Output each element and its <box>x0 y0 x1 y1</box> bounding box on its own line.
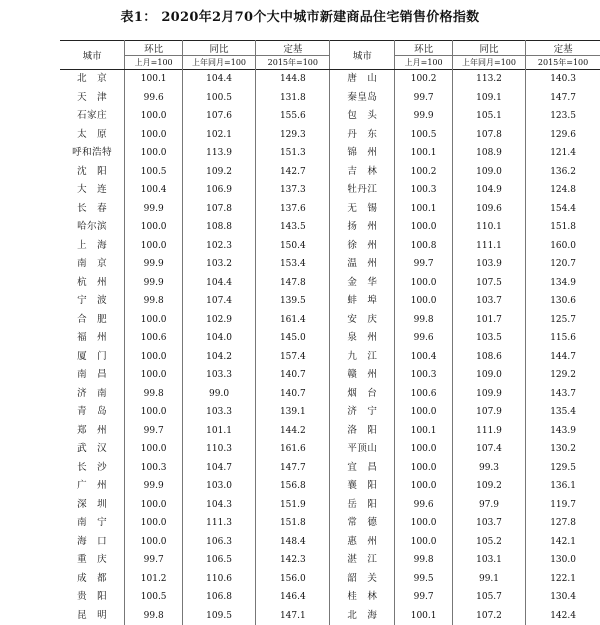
cell-mom: 99.8 <box>125 292 183 311</box>
cell-mom: 99.8 <box>395 311 453 330</box>
table-row <box>60 533 600 552</box>
header-mom-base: 上月=100 <box>395 56 453 70</box>
cell-city: 上 海 <box>60 237 125 256</box>
cell-yoy: 113.2 <box>452 70 525 89</box>
cell-mom: 99.9 <box>125 200 183 219</box>
cell-fixed: 119.7 <box>526 496 600 515</box>
cell-fixed: 144.7 <box>526 348 600 367</box>
cell-yoy: 105.1 <box>452 107 525 126</box>
cell-yoy: 111.3 <box>182 514 255 533</box>
cell-mom: 100.1 <box>395 607 453 625</box>
cell-mom: 100.0 <box>125 126 183 145</box>
cell-city: 无 锡 <box>330 200 395 219</box>
header-yoy: 同比 <box>452 41 525 56</box>
cell-yoy: 100.5 <box>182 89 255 108</box>
table-row <box>60 181 600 200</box>
table-row <box>60 459 600 478</box>
cell-fixed: 129.3 <box>256 126 330 145</box>
cell-mom: 100.0 <box>395 514 453 533</box>
cell-yoy: 106.8 <box>182 588 255 607</box>
cell-mom: 100.0 <box>125 144 183 163</box>
cell-yoy: 109.1 <box>452 89 525 108</box>
cell-city: 蚌 埠 <box>330 292 395 311</box>
cell-city: 襄 阳 <box>330 477 395 496</box>
cell-mom: 100.5 <box>125 588 183 607</box>
cell-mom: 100.3 <box>125 459 183 478</box>
cell-yoy: 109.9 <box>452 385 525 404</box>
cell-mom: 99.7 <box>395 588 453 607</box>
table-row <box>60 163 600 182</box>
cell-city: 洛 阳 <box>330 422 395 441</box>
cell-fixed: 129.5 <box>526 459 600 478</box>
cell-yoy: 111.9 <box>452 422 525 441</box>
cell-fixed: 130.4 <box>526 588 600 607</box>
cell-city: 丹 东 <box>330 126 395 145</box>
cell-city: 郑 州 <box>60 422 125 441</box>
table-row <box>60 255 600 274</box>
cell-city: 锦 州 <box>330 144 395 163</box>
cell-mom: 99.7 <box>395 89 453 108</box>
cell-mom: 100.8 <box>395 237 453 256</box>
cell-fixed: 135.4 <box>526 403 600 422</box>
cell-yoy: 99.3 <box>452 459 525 478</box>
cell-city: 深 圳 <box>60 496 125 515</box>
cell-fixed: 140.3 <box>526 70 600 89</box>
cell-mom: 100.2 <box>395 70 453 89</box>
cell-city: 吉 林 <box>330 163 395 182</box>
table-row <box>60 385 600 404</box>
cell-mom: 100.0 <box>125 366 183 385</box>
cell-yoy: 103.3 <box>182 403 255 422</box>
cell-mom: 100.4 <box>395 348 453 367</box>
cell-city: 长 春 <box>60 200 125 219</box>
cell-yoy: 97.9 <box>452 496 525 515</box>
cell-mom: 99.5 <box>395 570 453 589</box>
cell-yoy: 107.8 <box>182 200 255 219</box>
cell-mom: 99.8 <box>125 385 183 404</box>
cell-city: 呼和浩特 <box>60 144 125 163</box>
cell-yoy: 107.2 <box>452 607 525 625</box>
cell-city: 南 昌 <box>60 366 125 385</box>
cell-city: 宁 波 <box>60 292 125 311</box>
cell-mom: 100.5 <box>395 126 453 145</box>
table-row <box>60 440 600 459</box>
cell-fixed: 142.1 <box>526 533 600 552</box>
cell-fixed: 139.1 <box>256 403 330 422</box>
cell-yoy: 107.4 <box>452 440 525 459</box>
cell-mom: 100.0 <box>125 218 183 237</box>
cell-fixed: 153.4 <box>256 255 330 274</box>
cell-yoy: 103.7 <box>452 514 525 533</box>
cell-yoy: 103.0 <box>182 477 255 496</box>
cell-city: 太 原 <box>60 126 125 145</box>
cell-fixed: 151.8 <box>256 514 330 533</box>
cell-fixed: 147.8 <box>256 274 330 293</box>
cell-yoy: 102.1 <box>182 126 255 145</box>
cell-yoy: 105.7 <box>452 588 525 607</box>
cell-mom: 100.1 <box>395 200 453 219</box>
cell-yoy: 104.9 <box>452 181 525 200</box>
table-row <box>60 514 600 533</box>
cell-city: 长 沙 <box>60 459 125 478</box>
header-mom: 环比 <box>125 41 183 56</box>
cell-yoy: 107.5 <box>452 274 525 293</box>
table-row <box>60 89 600 108</box>
cell-city: 烟 台 <box>330 385 395 404</box>
cell-city: 唐 山 <box>330 70 395 89</box>
cell-yoy: 108.6 <box>452 348 525 367</box>
header-fixed: 定基 <box>256 41 330 56</box>
cell-fixed: 136.1 <box>526 477 600 496</box>
cell-fixed: 147.1 <box>256 607 330 625</box>
header-fixed-base: 2015年=100 <box>526 56 600 70</box>
cell-fixed: 146.4 <box>256 588 330 607</box>
cell-yoy: 110.3 <box>182 440 255 459</box>
cell-mom: 100.6 <box>125 329 183 348</box>
cell-fixed: 127.8 <box>526 514 600 533</box>
cell-yoy: 107.6 <box>182 107 255 126</box>
cell-mom: 100.1 <box>395 422 453 441</box>
cell-yoy: 103.3 <box>182 366 255 385</box>
cell-mom: 100.5 <box>125 163 183 182</box>
cell-mom: 100.0 <box>395 440 453 459</box>
cell-fixed: 151.9 <box>256 496 330 515</box>
cell-fixed: 130.0 <box>526 551 600 570</box>
cell-mom: 100.0 <box>125 496 183 515</box>
table-row <box>60 477 600 496</box>
cell-city: 大 连 <box>60 181 125 200</box>
cell-city: 南 京 <box>60 255 125 274</box>
cell-city: 惠 州 <box>330 533 395 552</box>
cell-city: 武 汉 <box>60 440 125 459</box>
table-row <box>60 70 600 89</box>
cell-mom: 100.3 <box>395 366 453 385</box>
cell-mom: 100.0 <box>125 514 183 533</box>
cell-city: 昆 明 <box>60 607 125 625</box>
cell-fixed: 144.2 <box>256 422 330 441</box>
cell-fixed: 131.8 <box>256 89 330 108</box>
cell-fixed: 140.7 <box>256 366 330 385</box>
cell-yoy: 102.3 <box>182 237 255 256</box>
cell-yoy: 109.2 <box>182 163 255 182</box>
cell-yoy: 101.7 <box>452 311 525 330</box>
cell-city: 常 德 <box>330 514 395 533</box>
cell-fixed: 161.4 <box>256 311 330 330</box>
cell-fixed: 130.6 <box>526 292 600 311</box>
cell-mom: 100.0 <box>125 237 183 256</box>
cell-fixed: 143.9 <box>526 422 600 441</box>
cell-fixed: 123.5 <box>526 107 600 126</box>
table-row <box>60 422 600 441</box>
cell-city: 安 庆 <box>330 311 395 330</box>
cell-mom: 99.7 <box>125 551 183 570</box>
cell-mom: 99.9 <box>125 255 183 274</box>
cell-city: 天 津 <box>60 89 125 108</box>
cell-fixed: 142.7 <box>256 163 330 182</box>
header-mom-base: 上月=100 <box>125 56 183 70</box>
table-row <box>60 496 600 515</box>
cell-yoy: 105.2 <box>452 533 525 552</box>
table-row <box>60 107 600 126</box>
table-row <box>60 570 600 589</box>
cell-mom: 100.0 <box>125 348 183 367</box>
cell-city: 福 州 <box>60 329 125 348</box>
cell-fixed: 129.6 <box>526 126 600 145</box>
cell-yoy: 104.4 <box>182 274 255 293</box>
cell-fixed: 155.6 <box>256 107 330 126</box>
cell-city: 泉 州 <box>330 329 395 348</box>
cell-city: 桂 林 <box>330 588 395 607</box>
header-yoy-base: 上年同月=100 <box>452 56 525 70</box>
cell-city: 包 头 <box>330 107 395 126</box>
cell-mom: 101.2 <box>125 570 183 589</box>
cell-yoy: 110.1 <box>452 218 525 237</box>
cell-fixed: 122.1 <box>526 570 600 589</box>
cell-mom: 99.7 <box>125 422 183 441</box>
cell-mom: 100.4 <box>125 181 183 200</box>
cell-yoy: 99.1 <box>452 570 525 589</box>
cell-city: 海 口 <box>60 533 125 552</box>
cell-mom: 99.9 <box>395 107 453 126</box>
cell-fixed: 140.7 <box>256 385 330 404</box>
cell-mom: 100.0 <box>125 311 183 330</box>
cell-mom: 100.0 <box>125 403 183 422</box>
cell-yoy: 109.2 <box>452 477 525 496</box>
cell-mom: 100.0 <box>395 274 453 293</box>
table-row <box>60 218 600 237</box>
cell-yoy: 109.6 <box>452 200 525 219</box>
cell-yoy: 107.8 <box>452 126 525 145</box>
cell-yoy: 110.6 <box>182 570 255 589</box>
cell-city: 南 宁 <box>60 514 125 533</box>
cell-fixed: 137.6 <box>256 200 330 219</box>
cell-yoy: 106.3 <box>182 533 255 552</box>
cell-fixed: 120.7 <box>526 255 600 274</box>
cell-fixed: 154.4 <box>526 200 600 219</box>
table-title: 表1： 2020年2月70个大中城市新建商品住宅销售价格指数 <box>0 6 600 25</box>
cell-fixed: 139.5 <box>256 292 330 311</box>
table-row <box>60 144 600 163</box>
header-yoy: 同比 <box>182 41 255 56</box>
cell-city: 湛 江 <box>330 551 395 570</box>
table-row <box>60 237 600 256</box>
cell-fixed: 144.8 <box>256 70 330 89</box>
cell-mom: 100.0 <box>395 459 453 478</box>
cell-city: 宜 昌 <box>330 459 395 478</box>
cell-yoy: 104.0 <box>182 329 255 348</box>
cell-city: 济 南 <box>60 385 125 404</box>
cell-yoy: 107.4 <box>182 292 255 311</box>
cell-city: 平顶山 <box>330 440 395 459</box>
cell-yoy: 109.5 <box>182 607 255 625</box>
table-row <box>60 274 600 293</box>
cell-yoy: 103.9 <box>452 255 525 274</box>
cell-city: 合 肥 <box>60 311 125 330</box>
cell-city: 贵 阳 <box>60 588 125 607</box>
table-row <box>60 292 600 311</box>
cell-mom: 100.0 <box>395 218 453 237</box>
cell-yoy: 103.5 <box>452 329 525 348</box>
cell-yoy: 103.2 <box>182 255 255 274</box>
cell-mom: 100.2 <box>395 163 453 182</box>
cell-fixed: 156.8 <box>256 477 330 496</box>
cell-mom: 100.6 <box>395 385 453 404</box>
cell-fixed: 151.8 <box>526 218 600 237</box>
table-row <box>60 348 600 367</box>
table-row <box>60 607 600 625</box>
cell-mom: 100.0 <box>395 292 453 311</box>
cell-fixed: 148.4 <box>256 533 330 552</box>
table-row <box>60 588 600 607</box>
cell-city: 韶 关 <box>330 570 395 589</box>
cell-city: 沈 阳 <box>60 163 125 182</box>
cell-city: 石家庄 <box>60 107 125 126</box>
cell-city: 温 州 <box>330 255 395 274</box>
cell-yoy: 109.0 <box>452 163 525 182</box>
cell-yoy: 109.0 <box>452 366 525 385</box>
cell-city: 扬 州 <box>330 218 395 237</box>
cell-yoy: 111.1 <box>452 237 525 256</box>
cell-yoy: 104.7 <box>182 459 255 478</box>
cell-mom: 99.7 <box>395 255 453 274</box>
cell-city: 北 京 <box>60 70 125 89</box>
header-fixed-base: 2015年=100 <box>256 56 330 70</box>
cell-city: 杭 州 <box>60 274 125 293</box>
cell-city: 赣 州 <box>330 366 395 385</box>
header-yoy-base: 上年同月=100 <box>182 56 255 70</box>
cell-city: 北 海 <box>330 607 395 625</box>
cell-city: 九 江 <box>330 348 395 367</box>
cell-fixed: 150.4 <box>256 237 330 256</box>
cell-fixed: 160.0 <box>526 237 600 256</box>
cell-fixed: 156.0 <box>256 570 330 589</box>
cell-mom: 100.0 <box>395 477 453 496</box>
cell-yoy: 108.9 <box>452 144 525 163</box>
cell-fixed: 151.3 <box>256 144 330 163</box>
cell-fixed: 121.4 <box>526 144 600 163</box>
cell-yoy: 103.1 <box>452 551 525 570</box>
cell-yoy: 104.4 <box>182 70 255 89</box>
cell-fixed: 136.2 <box>526 163 600 182</box>
cell-fixed: 137.3 <box>256 181 330 200</box>
cell-mom: 100.3 <box>395 181 453 200</box>
cell-mom: 100.1 <box>125 70 183 89</box>
cell-mom: 100.0 <box>125 533 183 552</box>
cell-fixed: 143.5 <box>256 218 330 237</box>
cell-fixed: 147.7 <box>256 459 330 478</box>
cell-mom: 99.9 <box>125 274 183 293</box>
cell-city: 牡丹江 <box>330 181 395 200</box>
cell-fixed: 124.8 <box>526 181 600 200</box>
cell-yoy: 113.9 <box>182 144 255 163</box>
cell-fixed: 161.6 <box>256 440 330 459</box>
cell-mom: 100.0 <box>395 533 453 552</box>
cell-yoy: 106.5 <box>182 551 255 570</box>
cell-fixed: 143.7 <box>526 385 600 404</box>
cell-city: 厦 门 <box>60 348 125 367</box>
cell-mom: 100.1 <box>395 144 453 163</box>
cell-yoy: 108.8 <box>182 218 255 237</box>
header-fixed: 定基 <box>526 41 600 56</box>
cell-mom: 100.0 <box>125 440 183 459</box>
cell-city: 广 州 <box>60 477 125 496</box>
cell-mom: 100.0 <box>125 107 183 126</box>
cell-fixed: 134.9 <box>526 274 600 293</box>
cell-city: 徐 州 <box>330 237 395 256</box>
cell-city: 青 岛 <box>60 403 125 422</box>
cell-yoy: 106.9 <box>182 181 255 200</box>
table-row <box>60 551 600 570</box>
header-city: 城市 <box>60 41 125 70</box>
cell-yoy: 99.0 <box>182 385 255 404</box>
cell-yoy: 103.7 <box>452 292 525 311</box>
cell-mom: 99.8 <box>395 551 453 570</box>
table-row <box>60 200 600 219</box>
cell-yoy: 107.9 <box>452 403 525 422</box>
cell-yoy: 104.3 <box>182 496 255 515</box>
cell-yoy: 101.1 <box>182 422 255 441</box>
header-city: 城市 <box>330 41 395 70</box>
cell-mom: 100.0 <box>395 403 453 422</box>
table-row <box>60 366 600 385</box>
cell-fixed: 129.2 <box>526 366 600 385</box>
cell-city: 成 都 <box>60 570 125 589</box>
cell-city: 重 庆 <box>60 551 125 570</box>
cell-mom: 99.6 <box>125 89 183 108</box>
table-row <box>60 311 600 330</box>
cell-city: 岳 阳 <box>330 496 395 515</box>
cell-fixed: 125.7 <box>526 311 600 330</box>
cell-yoy: 104.2 <box>182 348 255 367</box>
cell-fixed: 115.6 <box>526 329 600 348</box>
header-mom: 环比 <box>395 41 453 56</box>
cell-yoy: 102.9 <box>182 311 255 330</box>
cell-mom: 99.9 <box>125 477 183 496</box>
cell-fixed: 147.7 <box>526 89 600 108</box>
cell-fixed: 145.0 <box>256 329 330 348</box>
table-row <box>60 403 600 422</box>
cell-mom: 99.6 <box>395 329 453 348</box>
cell-fixed: 157.4 <box>256 348 330 367</box>
cell-mom: 99.6 <box>395 496 453 515</box>
table-row <box>60 126 600 145</box>
cell-city: 济 宁 <box>330 403 395 422</box>
cell-mom: 99.8 <box>125 607 183 625</box>
cell-fixed: 130.2 <box>526 440 600 459</box>
cell-fixed: 142.4 <box>526 607 600 625</box>
table-row <box>60 329 600 348</box>
cell-city: 哈尔滨 <box>60 218 125 237</box>
cell-fixed: 142.3 <box>256 551 330 570</box>
cell-city: 金 华 <box>330 274 395 293</box>
price-index-table <box>60 40 600 625</box>
cell-city: 秦皇岛 <box>330 89 395 108</box>
